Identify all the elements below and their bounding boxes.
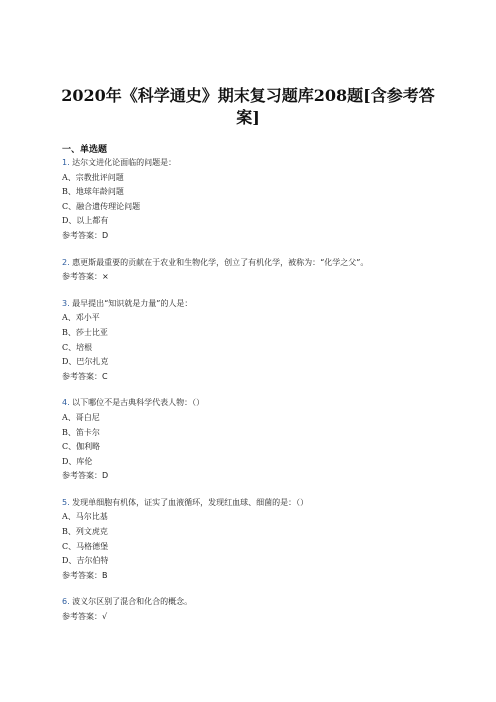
question-text xyxy=(62,496,442,511)
question-stem: 以下哪位不是古典科学代表人物：（） xyxy=(69,398,205,408)
question-stem: 发现单细胞有机体，证实了血液循环，发现红血球、细菌的是：（） xyxy=(69,497,309,507)
question-spacer xyxy=(62,583,442,595)
answer-value: D xyxy=(102,230,109,240)
answer-option: A、哥白尼 xyxy=(62,412,100,422)
answer-option: C、融合遗传理论问题 xyxy=(62,201,141,211)
answer-option: B、列文虎克 xyxy=(62,527,108,537)
document-title xyxy=(60,85,436,129)
reference-answer: 参考答案：C xyxy=(62,371,108,381)
question-text xyxy=(62,297,442,312)
question-number: 2. xyxy=(62,257,70,267)
question-text xyxy=(62,256,442,271)
answer-option: D、吉尔伯特 xyxy=(62,556,109,566)
question-list xyxy=(62,156,442,625)
answer-option: A、宗教批评问题 xyxy=(62,172,124,182)
answer-value: B xyxy=(102,570,108,580)
answer-value: √ xyxy=(102,612,108,622)
answer-option: A、马尔比基 xyxy=(62,512,108,522)
question-number: 1. xyxy=(62,158,70,167)
question-stem: 波义尔区别了混合和化合的概念。 xyxy=(69,597,193,607)
question-number: 4. xyxy=(62,398,70,408)
question-spacer xyxy=(62,244,442,256)
question-text xyxy=(62,396,442,411)
question-item xyxy=(62,156,442,244)
question-stem: 惠更斯最重要的贡献在于农业和生物化学，创立了有机化学，被称为：“化学之父”。 xyxy=(69,257,369,267)
answer-option: B、地球年龄问题 xyxy=(62,187,124,197)
question-item xyxy=(62,595,442,624)
question-text xyxy=(62,595,442,610)
answer-option: D、以上都有 xyxy=(62,216,109,226)
answer-option: A、邓小平 xyxy=(62,313,100,323)
answer-option: B、笛卡尔 xyxy=(62,427,100,437)
question-spacer xyxy=(62,484,442,496)
question-spacer xyxy=(62,384,442,396)
reference-answer: 参考答案：D xyxy=(62,471,109,481)
title-line-1: 2020年《科学通史》期末复习题库208题[含参考答 xyxy=(61,86,435,105)
question-item xyxy=(62,256,442,285)
answer-option: D、库伦 xyxy=(62,456,93,466)
question-number: 3. xyxy=(62,298,70,308)
answer-value: × xyxy=(102,272,109,282)
reference-answer: 参考答案：B xyxy=(62,570,108,580)
answer-option: C、伽利略 xyxy=(62,442,101,452)
answer-option: C、马格德堡 xyxy=(62,541,109,551)
answer-option: D、巴尔扎克 xyxy=(62,357,109,367)
question-stem: 达尔文进化论面临的问题是： xyxy=(69,158,177,167)
title-line-2: 案] xyxy=(236,108,260,127)
reference-answer: 参考答案：× xyxy=(62,272,109,282)
question-stem: 最早提出“知识就是力量”的人是： xyxy=(69,298,193,308)
reference-answer: 参考答案：D xyxy=(62,230,109,240)
answer-option: C、培根 xyxy=(62,342,93,352)
section-heading: 一、单选题 xyxy=(62,145,108,155)
answer-value: C xyxy=(102,371,108,381)
question-item xyxy=(62,496,442,584)
question-number: 6. xyxy=(62,597,70,607)
question-item xyxy=(62,396,442,484)
question-text xyxy=(62,156,442,171)
reference-answer: 参考答案：√ xyxy=(62,612,108,622)
question-number: 5. xyxy=(62,497,70,507)
answer-value: D xyxy=(102,471,109,481)
answer-option: B、莎士比亚 xyxy=(62,327,108,337)
question-spacer xyxy=(62,285,442,297)
question-item xyxy=(62,297,442,385)
